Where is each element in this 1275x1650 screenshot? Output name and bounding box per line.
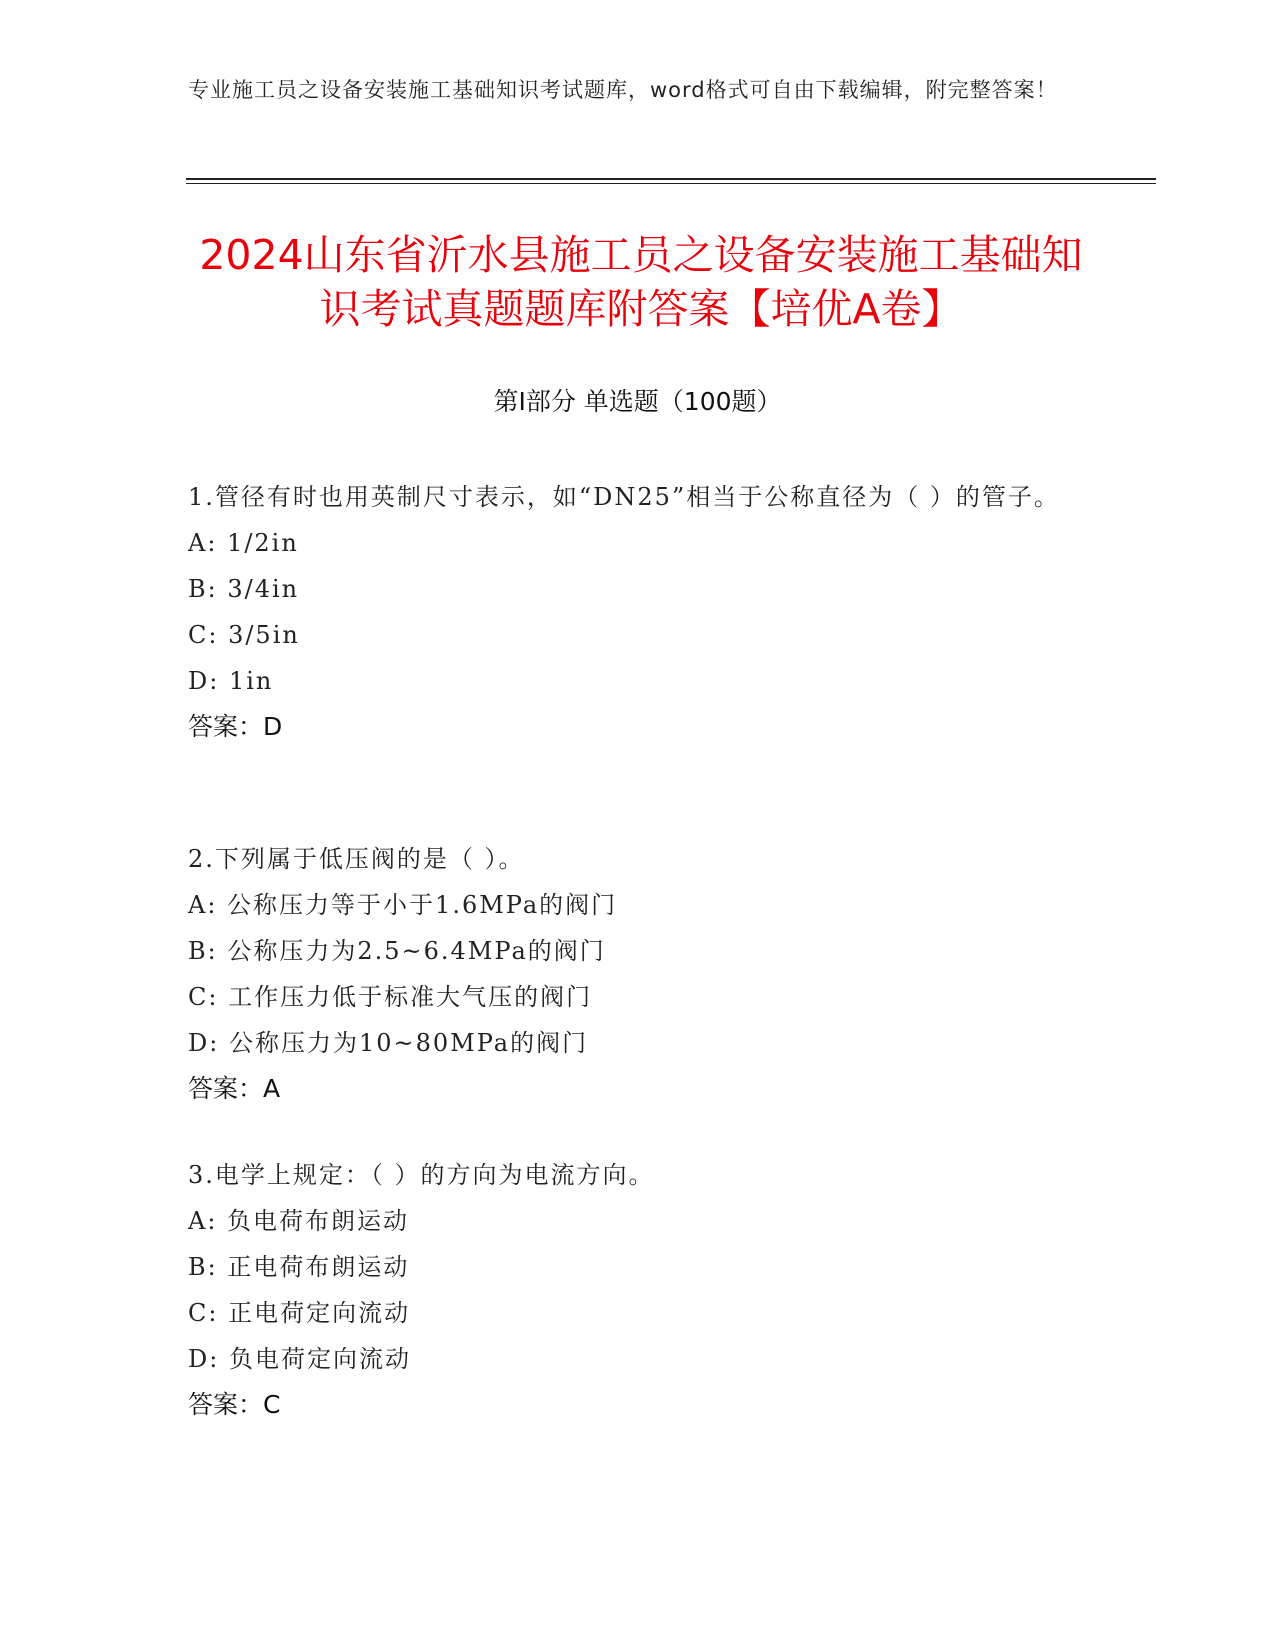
option-b: B: 正电荷布朗运动 (188, 1253, 410, 1281)
answer-label: 答案：A (188, 1074, 281, 1103)
section-title: 第Ⅰ部分 单选题（100题） (493, 387, 782, 416)
option-a: A: 公称压力等于小于1.6MPa的阀门 (188, 891, 618, 919)
answer-label: 答案：C (188, 1390, 281, 1419)
header-divider-thick (186, 178, 1156, 180)
question-1 (188, 474, 1078, 750)
option-c: C: 3/5in (188, 621, 300, 649)
question-stem: 2.下列属于低压阀的是（ ）。 (188, 845, 525, 873)
header-divider-thin (186, 183, 1156, 184)
option-c: C: 正电荷定向流动 (188, 1299, 411, 1327)
option-d: D: 负电荷定向流动 (188, 1345, 411, 1373)
question-stem: 3.电学上规定：（ ）的方向为电流方向。 (188, 1161, 655, 1189)
option-d: D: 1in (188, 667, 274, 695)
option-c: C: 工作压力低于标准大气压的阀门 (188, 983, 593, 1011)
option-d: D: 公称压力为10~80MPa的阀门 (188, 1029, 589, 1057)
option-a: A: 负电荷布朗运动 (188, 1207, 410, 1235)
option-a: A: 1/2in (188, 529, 299, 557)
question-stem: 1.管径有时也用英制尺寸表示，如“DN25”相当于公称直径为（ ）的管子。 (188, 483, 1060, 511)
answer-label: 答案：D (188, 712, 283, 741)
header-note: 专业施工员之设备安装施工基础知识考试题库，word格式可自由下载编辑，附完整答案！ (188, 78, 1058, 102)
document-title: 2024山东省沂水县施工员之设备安装施工基础知识考试真题题库附答案【培优A卷】 (199, 231, 1083, 333)
question-2 (188, 836, 1078, 1112)
question-3 (188, 1152, 1078, 1428)
option-b: B: 公称压力为2.5~6.4MPa的阀门 (188, 937, 606, 965)
option-b: B: 3/4in (188, 575, 300, 603)
